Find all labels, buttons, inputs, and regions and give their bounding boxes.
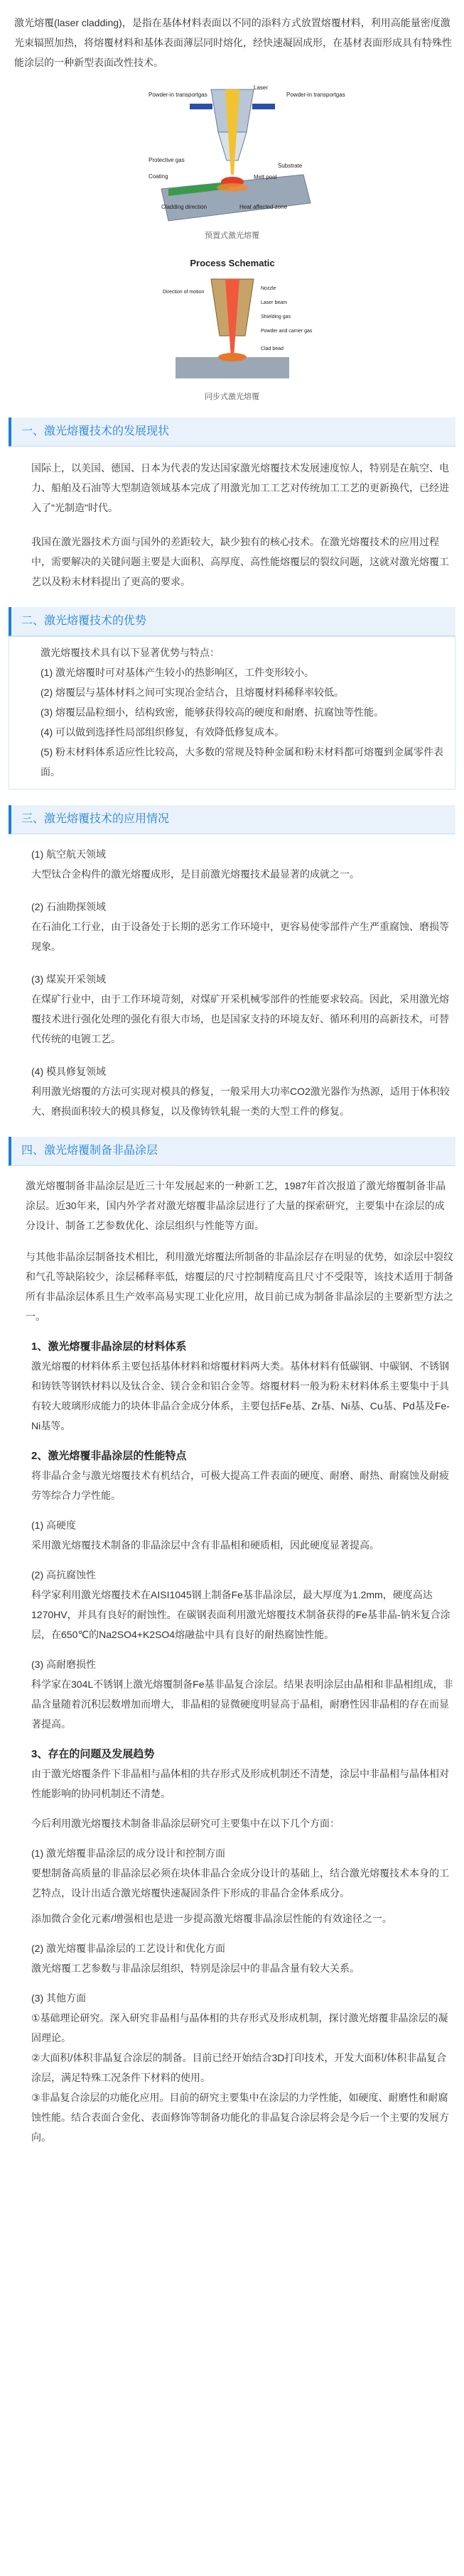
advantage-item: (3) 熔覆层晶粒细小，结构致密，能够获得较高的硬度和耐磨、抗腐蚀等性能。	[41, 706, 384, 718]
label-melt-pool: Melt pool	[253, 174, 276, 180]
property-title: (3) 高耐磨损性	[31, 1659, 96, 1670]
advantage-item: (2) 熔覆层与基体材料之间可实现冶金结合，且熔覆材料稀释率较低。	[41, 687, 344, 698]
amorphous-body	[0, 1176, 464, 1326]
section1-paragraph-1: 国际上，以美国、德国、日本为代表的发达国家激光熔覆技术发展速度惊人，特别是在航空、电力、船舶及石油等大型制造领域基本完成了用激光加工工艺对传统加工工艺的更新换代，已经进入了"光制造"时代。	[31, 462, 449, 513]
section-heading: 一、激光熔覆技术的发展现状	[9, 417, 455, 447]
section-applications	[9, 805, 455, 834]
label-shielding-gas: Shielding gas	[260, 315, 291, 320]
section1-paragraph-2: 我国在激光器技术方面与国外的差距较大，缺少独有的核心技术。在激光熔覆技术的应用过程中，需要解决的关键问题主要是大面积、高厚度、高性能熔覆层的裂纹问题，这就对激光熔覆工艺以及粉末材料提出了更高的要求。	[31, 536, 449, 587]
label-powder-in-right: Powder-in transportgas	[286, 92, 345, 98]
process-schematic-diagram	[161, 251, 312, 386]
application-title: (3) 煤炭开采领域	[31, 973, 106, 985]
direction-text: 激光熔覆工艺参数与非晶涂层组织，特别是涂层中的非晶含量有较大关系。	[31, 1963, 360, 1974]
subheading-materials: 1、激光熔覆非晶涂层的材料体系	[31, 1341, 187, 1353]
materials-paragraph: 激光熔覆的材料体系主要包括基体材料和熔覆材料两大类。基体材料有低碳钢、中碳钢、不锈钢和铸铁等钢铁材料以及钛合金、镁合金和铝合金等。熔覆材料一般为粉末材料体系主要集中于具有较大玻璃形成能力的块体非晶合金成分体系，主要包括Fe基、Zr基、Ni基、Cu基、Pd基及Fe-Ni基等。	[31, 1360, 450, 1431]
label-substrate: Substrate	[277, 163, 302, 169]
section1-body	[0, 458, 464, 591]
label-laser-beam: Laser beam	[260, 300, 287, 305]
figure1-caption: 预置式激光熔覆	[205, 231, 259, 240]
label-clad-bead: Clad bead	[260, 346, 284, 351]
advantage-item: (5) 粉末材料体系适应性比较高，大多数的常规及特种金属和粉末材料都可熔覆到金属零件表面。	[41, 746, 443, 777]
application-text: 在石油化工行业，由于设备处于长期的恶劣工作环境中，更容易使零部件产生严重腐蚀、磨损等现象。	[31, 921, 449, 952]
label-coating: Coating	[148, 173, 168, 180]
process-schematic-title: Process Schematic	[189, 258, 275, 268]
figure-synchronous-cladding	[0, 251, 464, 402]
label-direction: Direction of motion	[162, 290, 204, 295]
direction-text: 要想制备高质量的非晶涂层必须在块体非晶合金成分设计的基础上，结合激光熔覆技术本身的工艺特点，设计出适合激光熔覆快速凝固条件下形成的非晶合金体系成分。	[31, 1867, 449, 1899]
direction-item: ①基础理论研究。深入研究非晶相与晶体相的共存形式及形成机制，探讨激光熔覆非晶涂层的凝固理论。	[31, 2012, 448, 2043]
label-powder-carrier: Powder and carrier gas	[260, 329, 312, 334]
label-laser: Laser	[253, 84, 268, 91]
application-title: (2) 石油勘探领域	[31, 901, 106, 912]
intro-paragraph: 激光熔覆(laser cladding)，是指在基体材料表面以不同的添料方式放置熔覆材料，利用高能量密度激光束辐照加热，将熔覆材料和基体表面薄层同时熔化，经快速凝固成形，在基材表面形成具有特殊性能涂层的一种新型表面改性技术。	[14, 17, 452, 68]
section-development	[9, 417, 455, 447]
direction-title: (1) 激光熔覆非晶涂层的成分设计和控制方面	[31, 1848, 225, 1859]
properties-paragraph: 将非晶合金与激光熔覆技术有机结合，可极大提高工件表面的硬度、耐磨、耐热、耐腐蚀及耐疲劳等综合力学性能。	[31, 1470, 449, 1501]
application-text: 利用激光熔覆的方法可实现对模具的修复，一般采用大功率CO2激光器作为热源，适用于体积较大、磨损面积较大的模具修复，以及像铸铁轧辊一类的大型工件的修复。	[31, 1086, 450, 1117]
application-title: (1) 航空航天领域	[31, 848, 106, 860]
label-heat-affected: Heat affected zone	[239, 204, 287, 210]
advantages-box	[9, 636, 455, 790]
applications-body	[0, 844, 464, 1121]
section-heading: 二、激光熔覆技术的优势	[9, 607, 455, 636]
materials-body	[0, 1356, 464, 1436]
advantage-item: (1) 激光熔覆时可对基体产生较小的热影响区，工件变形较小。	[41, 667, 314, 678]
property-title: (2) 高抗腐蚀性	[31, 1569, 96, 1581]
direction-item: ③非晶复合涂层的功能化应用。目前的研究主要集中在涂层的力学性能，如硬度、耐磨性和耐腐蚀性能。结合表面合金化、表面修饰等制备功能化的非晶复合涂层将会是今后一个主要的发展方向。	[31, 2092, 449, 2143]
direction-title: (3) 其他方面	[31, 1992, 86, 2004]
figure-preset-cladding	[0, 82, 464, 241]
direction-text: 添加微合金化元素/增强相也是进一步提高激光熔覆非晶涂层性能的有效途径之一。	[31, 1913, 392, 1924]
preset-cladding-diagram	[147, 82, 345, 224]
intro	[0, 0, 464, 72]
trends-body	[0, 1764, 464, 2147]
label-nozzle: Nozzle	[260, 286, 276, 291]
section-heading: 三、激光熔覆技术的应用情况	[9, 805, 455, 834]
section-heading: 四、激光熔覆制备非晶涂层	[9, 1137, 455, 1166]
section-amorphous	[9, 1137, 455, 1166]
label-cladding-direction: Cladding direction	[161, 204, 207, 210]
property-text: 科学家在304L不锈钢上激光熔覆制备Fe基非晶复合涂层。结果表明涂层由晶相和非晶相组成，非晶含量随着沉积层数增加而增大，非晶相的显微硬度明显高于晶相，耐磨性因非晶相的存在而显著提高。	[31, 1679, 453, 1730]
subheading-properties: 2、激光熔覆非晶涂层的性能特点	[31, 1450, 187, 1462]
application-text: 在煤矿行业中，由于工作环境苛刻，对煤矿开采机械零部件的性能要求较高。因此，采用激光熔覆技术进行强化处理的强化有很大市场，也是国家支持的环境友好、循环利用的高新技术，可替代传统的电镀工艺。	[31, 993, 449, 1044]
application-text: 大型钛合金构件的激光熔覆成形，是目前激光熔覆技术最显著的成就之一。	[31, 868, 360, 880]
property-text: 科学家利用激光熔覆技术在AISI1045钢上制备Fe基非晶涂层，最大厚度为1.2mm，硬度高达1270HV，并具有良好的耐蚀性。在碳钢表面利用激光熔覆技术制备获得的Fe基非晶-钠米复合涂层，在650℃的Na2SO4+K2SO4熔融盐中具有良好的耐热腐蚀性能。	[31, 1589, 450, 1640]
property-title: (1) 高硬度	[31, 1519, 76, 1531]
section-advantages	[9, 607, 455, 636]
subheading-trends: 3、存在的问题及发展趋势	[31, 1748, 155, 1760]
properties-body	[0, 1466, 464, 1734]
property-text: 采用激光熔覆技术制备的非晶涂层中含有非晶相和硬质相，因此硬度显著提高。	[31, 1539, 379, 1551]
direction-title: (2) 激光熔覆非晶涂层的工艺设计和优化方面	[31, 1943, 225, 1954]
amorphous-paragraph-1: 激光熔覆制备非晶涂层是近三十年发展起来的一种新工艺，1987年首次报道了激光熔覆制备非晶涂层。近30年来，国内外学者对激光熔覆非晶涂层进行了大量的探索研究，主要集中在涂层的成分设计、制备工艺参数优化、涂层组织与性能等方面。	[26, 1180, 446, 1231]
application-title: (4) 模具修复领域	[31, 1066, 106, 1077]
figure2-caption: 同步式激光熔覆	[205, 393, 259, 401]
advantages-lead: 激光熔覆技术具有以下显著优势与特点：	[41, 647, 220, 658]
advantage-item: (4) 可以做到选择性局部组织修复，有效降低修复成本。	[41, 726, 284, 738]
trends-paragraph-1: 由于激光熔覆条件下非晶相与晶体相的共存形式及形成机制还不清楚，涂层中非晶相与晶体相对性能影响的协同机制还不清楚。	[31, 1768, 449, 1799]
label-powder-in-left: Powder-in transportgas	[148, 92, 207, 98]
trends-paragraph-2: 今后利用激光熔覆技术制备非晶涂层研究可主要集中在以下几个方面：	[31, 1818, 340, 1829]
label-protective-gas: Protective gas	[148, 157, 185, 163]
amorphous-paragraph-2: 与其他非晶涂层制备技术相比，利用激光熔覆法所制备的非晶涂层存在明显的优势，如涂层中裂纹和气孔等缺陷较少，涂层稀释率低，熔覆层的尺寸控制精度高且尺寸不受限等，该技术适用于制备所有非晶涂层体系且生产效率高易实现工业化应用，故目前已成为制备非晶涂层的主要新型方法之一。	[26, 1251, 453, 1322]
direction-item: ②大面积/体积非晶复合涂层的制备。目前已经开始结合3D打印技术，开发大面积/体积非晶复合涂层，满足特殊工况条件下材料的使用。	[31, 2052, 447, 2083]
